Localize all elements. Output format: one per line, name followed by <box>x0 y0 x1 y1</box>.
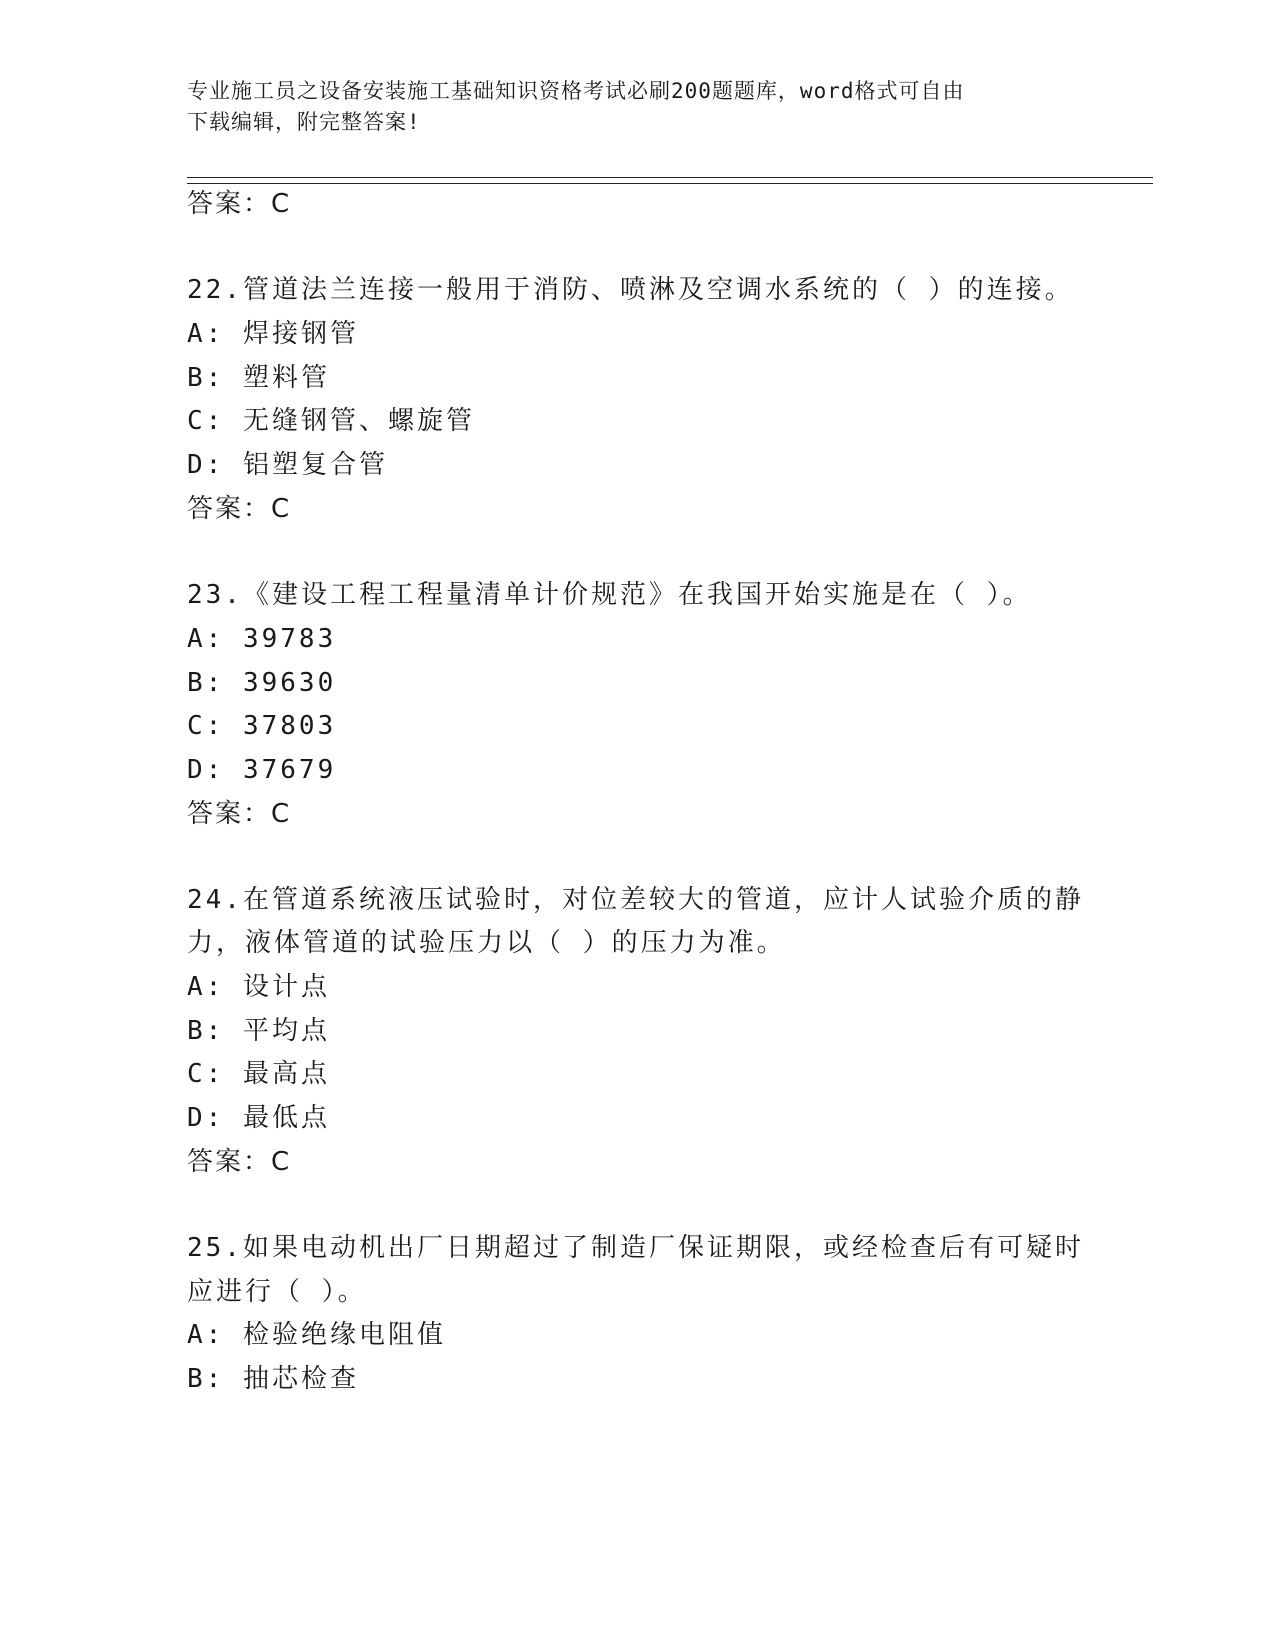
question-25-text-line-1: 25.如果电动机出厂日期超过了制造厂保证期限，或经检查后有可疑时 <box>187 1233 1084 1263</box>
question-22-option-b: B: 塑料管 <box>187 363 330 393</box>
header-divider-top <box>187 177 1153 178</box>
question-24-answer: 答案：C <box>187 1147 292 1177</box>
question-23-option-d: D: 37679 <box>187 755 337 785</box>
question-24-text-line-1: 24.在管道系统液压试验时，对位差较大的管道，应计人试验介质的静 <box>187 885 1084 915</box>
document-header <box>187 76 1067 138</box>
previous-answer: 答案：C <box>187 189 292 219</box>
header-divider-bottom <box>187 183 1153 184</box>
header-line-1: 专业施工员之设备安装施工基础知识资格考试必刷200题题库，word格式可自由 <box>187 79 965 103</box>
question-23-option-b: B: 39630 <box>187 668 337 698</box>
question-23-answer: 答案：C <box>187 799 292 829</box>
question-25-text-line-2: 应进行（ ）。 <box>187 1277 367 1307</box>
question-25-option-a: A: 检验绝缘电阻值 <box>187 1320 446 1350</box>
question-22-option-d: D: 铝塑复合管 <box>187 450 388 480</box>
question-25-option-b: B: 抽芯检查 <box>187 1364 359 1394</box>
question-22-text: 22.管道法兰连接一般用于消防、喷淋及空调水系统的（ ）的连接。 <box>187 275 1074 305</box>
question-22-option-c: C: 无缝钢管、螺旋管 <box>187 406 475 436</box>
question-23-option-c: C: 37803 <box>187 711 337 741</box>
header-line-2: 下载编辑，附完整答案! <box>187 110 421 134</box>
question-24-text-line-2: 力，液体管道的试验压力以（ ）的压力为准。 <box>187 928 786 958</box>
question-24-option-b: B: 平均点 <box>187 1016 330 1046</box>
question-23-option-a: A: 39783 <box>187 624 337 654</box>
question-24-option-d: D: 最低点 <box>187 1103 330 1133</box>
question-23-text: 23.《建设工程工程量清单计价规范》在我国开始实施是在（ ）。 <box>187 580 1032 610</box>
question-22-option-a: A: 焊接钢管 <box>187 319 359 349</box>
question-24-option-c: C: 最高点 <box>187 1059 330 1089</box>
question-24-option-a: A: 设计点 <box>187 972 330 1002</box>
question-22-answer: 答案：C <box>187 494 292 524</box>
